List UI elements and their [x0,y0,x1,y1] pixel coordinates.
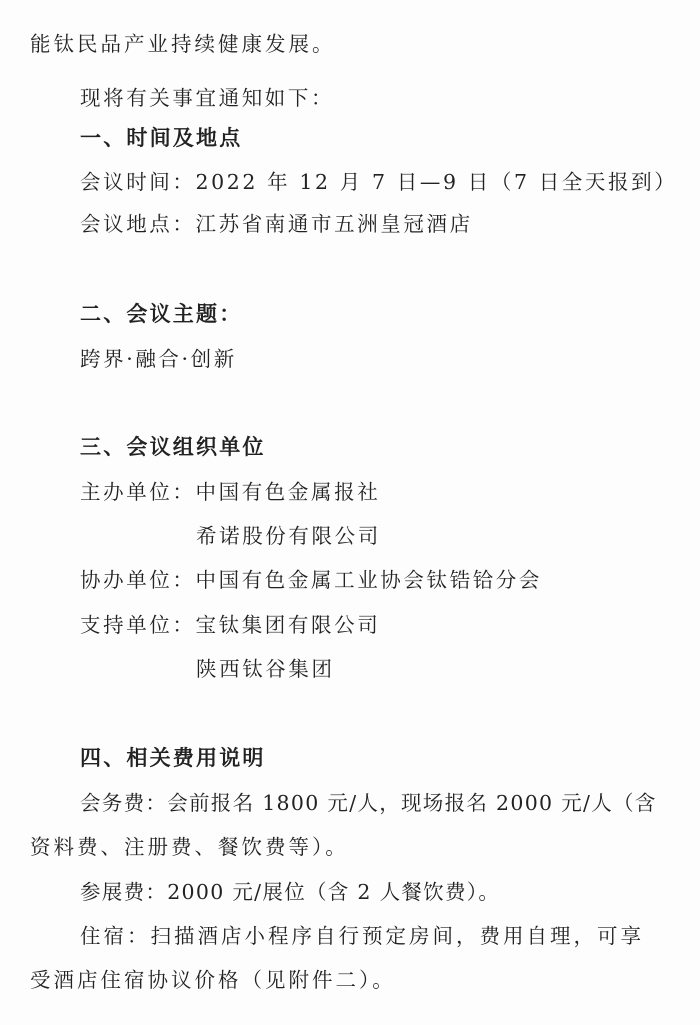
meeting-time: 会议时间：2022 年 12 月 7 日—9 日（7 日全天报到） [80,170,678,194]
conference-fee-line1: 会务费：会前报名 1800 元/人，现场报名 2000 元/人（含 [80,791,657,815]
host-organizer: 主办单位：中国有色金属报社 [80,480,381,504]
conference-fee-line2: 资料费、注册费、餐饮费等）。 [30,835,349,859]
lodging-line2: 受酒店住宿协议价格（见附件二）。 [30,968,396,992]
section4-heading: 四、相关费用说明 [80,746,266,770]
booth-fee: 参展费：2000 元/展位（含 2 人餐饮费）。 [80,880,501,904]
lodging-line1: 住宿：扫描酒店小程序自行预定房间，费用自理，可享 [80,924,644,948]
section1-heading: 一、时间及地点 [80,126,243,150]
section3-heading: 三、会议组织单位 [80,435,266,459]
section2-heading: 二、会议主题： [80,302,243,326]
intro-notice: 现将有关事宜通知如下： [80,86,335,110]
supporting-unit-second: 陕西钛谷集团 [196,657,335,681]
meeting-place: 会议地点：江苏省南通市五洲皇冠酒店 [80,212,473,236]
host-organizer-second: 希诺股份有限公司 [196,524,381,548]
intro-continuation: 能钛民品产业持续健康发展。 [30,32,336,56]
supporting-unit: 支持单位：宝钛集团有限公司 [80,613,381,637]
co-organizer: 协办单位：中国有色金属工业协会钛锆铪分会 [80,568,542,592]
meeting-theme: 跨界·融合·创新 [80,347,237,371]
